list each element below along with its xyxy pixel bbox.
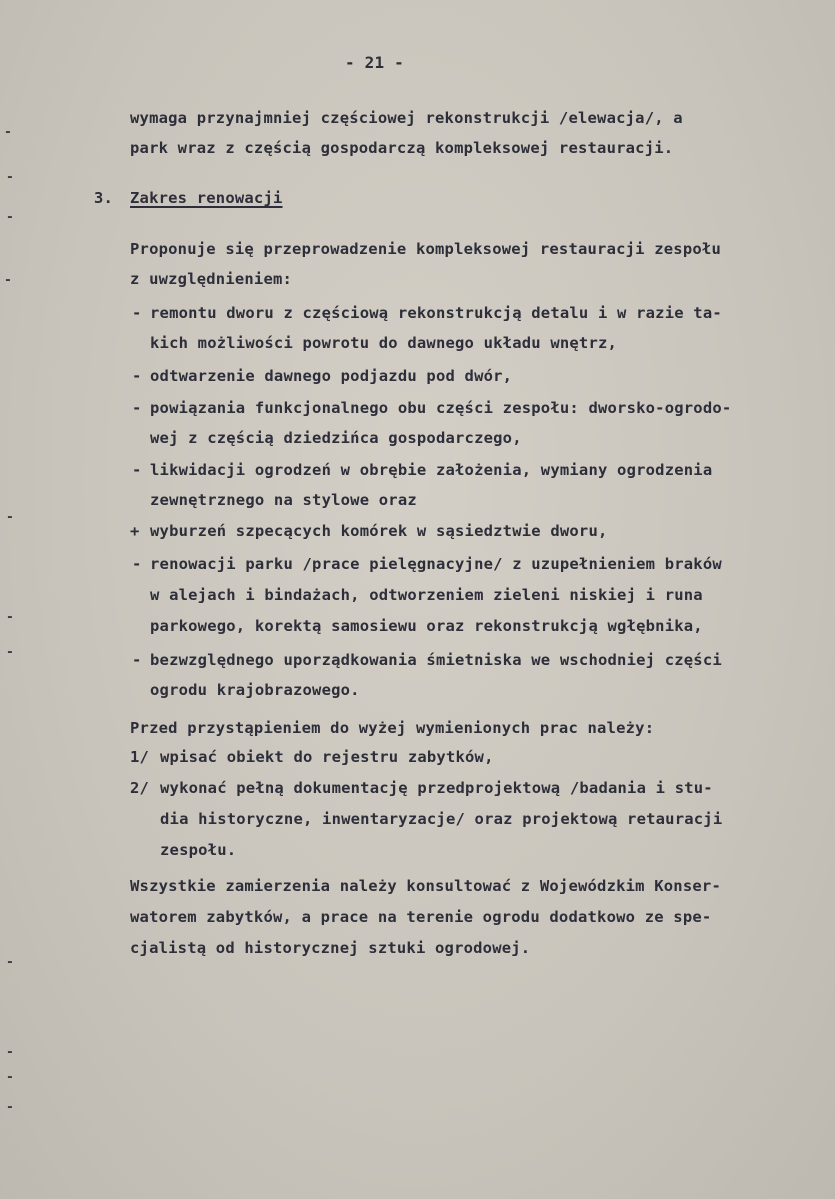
- bullet-marker: -: [132, 304, 142, 322]
- section-title: Zakres renowacji: [130, 189, 283, 207]
- bullet-line: renowacji parku /prace pielęgnacyjne/ z uzupełnieniem braków: [150, 555, 722, 573]
- margin-mark: -: [6, 170, 15, 185]
- bullet-marker: -: [132, 555, 142, 573]
- closing-line: Wszystkie zamierzenia należy konsultować z Wojewódzkim Konser-: [130, 877, 721, 895]
- paragraph-line: z uwzględnieniem:: [130, 270, 293, 288]
- margin-mark: -: [6, 510, 15, 525]
- margin-mark: -: [4, 125, 13, 140]
- intro-line: wymaga przynajmniej częściowej rekonstrukcji /elewacja/, a: [130, 109, 683, 127]
- bullet-line: wyburzeń szpecących komórek w sąsiedztwie dworu,: [150, 522, 608, 540]
- margin-mark: -: [4, 273, 13, 288]
- bullet-line: likwidacji ogrodzeń w obrębie założenia, wymiany ogrodzenia: [150, 461, 713, 479]
- margin-mark: -: [6, 1100, 15, 1115]
- section-number: 3.: [94, 189, 114, 207]
- margin-mark: -: [6, 610, 15, 625]
- bullet-line: odtwarzenie dawnego podjazdu pod dwór,: [150, 367, 513, 385]
- numbered-line: wpisać obiekt do rejestru zabytków,: [160, 748, 494, 766]
- margin-mark: -: [6, 645, 15, 660]
- bullet-line: ogrodu krajobrazowego.: [150, 681, 360, 699]
- margin-mark: -: [6, 1045, 15, 1060]
- bullet-line: bezwzględnego uporządkowania śmietniska we wschodniej części: [150, 651, 722, 669]
- numbered-marker: 1/: [130, 748, 150, 766]
- bullet-marker: -: [132, 651, 142, 669]
- bullet-line: wej z częścią dziedzińca gospodarczego,: [150, 429, 522, 447]
- numbered-marker: 2/: [130, 779, 150, 797]
- numbered-line: wykonać pełną dokumentację przedprojektową /badania i stu-: [160, 779, 713, 797]
- numbered-line: dia historyczne, inwentaryzacje/ oraz projektową retauracji: [160, 810, 723, 828]
- bullet-marker: -: [132, 399, 142, 417]
- margin-mark: -: [6, 955, 15, 970]
- page-number: - 21 -: [345, 53, 404, 72]
- bullet-line: powiązania funkcjonalnego obu części zespołu: dworsko-ogrodo-: [150, 399, 732, 417]
- margin-mark: -: [6, 1070, 15, 1085]
- closing-line: cjalistą od historycznej sztuki ogrodowej.: [130, 939, 531, 957]
- bullet-marker: -: [132, 461, 142, 479]
- bullet-line: w alejach i bindażach, odtworzeniem zieleni niskiej i runa: [150, 586, 703, 604]
- bullet-line: remontu dworu z częściową rekonstrukcją detalu i w razie ta-: [150, 304, 722, 322]
- bullet-line: parkowego, korektą samosiewu oraz rekonstrukcją wgłębnika,: [150, 617, 703, 635]
- intro-line: park wraz z częścią gospodarczą kompleksowej restauracji.: [130, 139, 674, 157]
- margin-mark: -: [6, 210, 15, 225]
- paragraph-line: Proponuje się przeprowadzenie kompleksowej restauracji zespołu: [130, 240, 721, 258]
- bullet-line: kich możliwości powrotu do dawnego układu wnętrz,: [150, 334, 618, 352]
- bullet-marker: +: [130, 522, 140, 540]
- closing-line: watorem zabytków, a prace na terenie ogrodu dodatkowo ze spe-: [130, 908, 712, 926]
- bullet-line: zewnętrznego na stylowe oraz: [150, 491, 417, 509]
- numbered-line: zespołu.: [160, 841, 237, 859]
- bullet-marker: -: [132, 367, 142, 385]
- paragraph-line: Przed przystąpieniem do wyżej wymienionych prac należy:: [130, 719, 655, 737]
